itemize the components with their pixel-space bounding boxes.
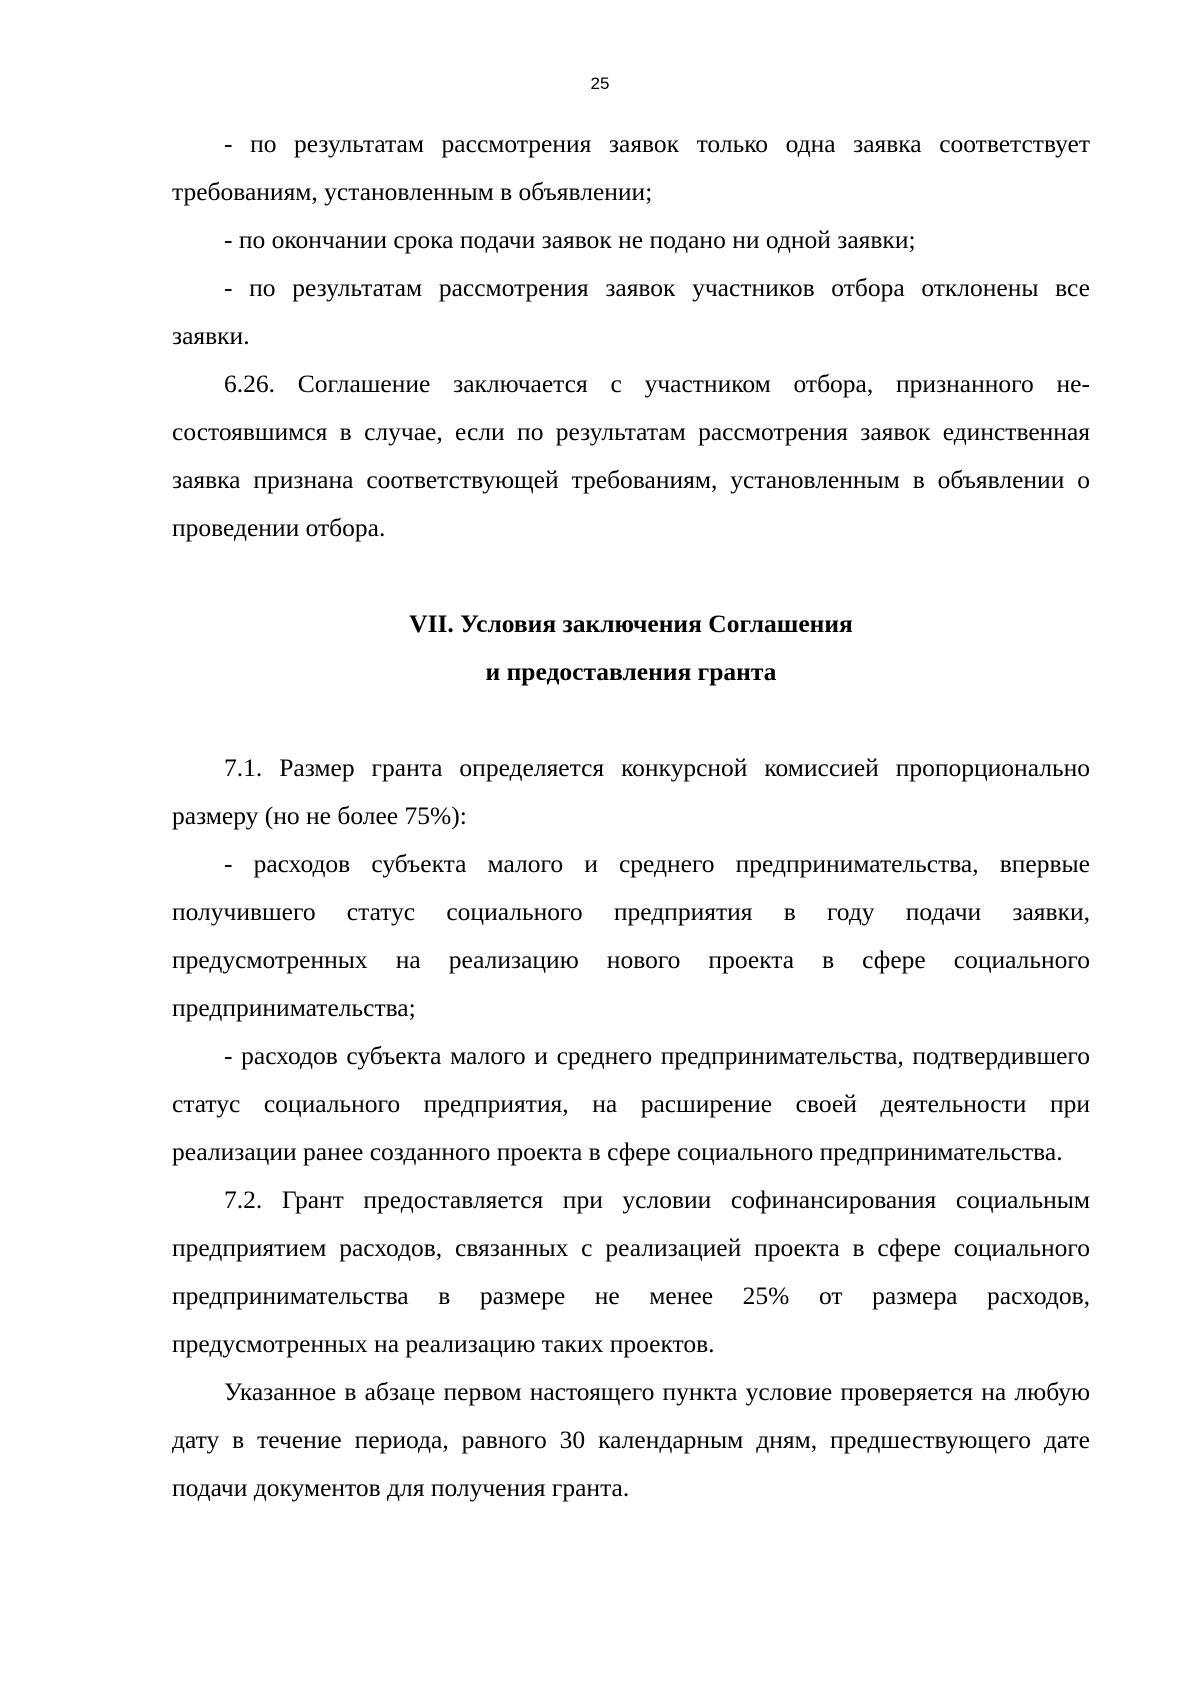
- paragraph-7-1: 7.1. Размер гранта определяется конкурсной комиссией пропорционально размеру (но не более 75%):: [172, 753, 1090, 830]
- section-heading: [172, 600, 1090, 696]
- paragraph-6-26: 6.26. Соглашение заключается с участником отбора, признанного несостоявшимся в случае, если по результатам рассмотрения заявок единственная заявка признана соответствующей требованиям, установленным в объявлении о проведении отбора.: [172, 369, 1090, 542]
- paragraph-single-application: - по результатам рассмотрения заявок только одна заявка соответствует требованиям, установленным в объявлении;: [172, 129, 1090, 206]
- section-heading-line-1: VII. Условия заключения Соглашения: [409, 609, 853, 638]
- document-body: [172, 120, 1090, 1512]
- page-number: 25: [590, 74, 610, 93]
- section-body: [172, 744, 1090, 1512]
- paragraph-no-applications: - по окончании срока подачи заявок не подано ни одной заявки;: [224, 225, 916, 254]
- paragraph-7-2: 7.2. Грант предоставляется при условии софинансирования социальным предприятием расходов, связанных с реализацией проекта в сфере социального предпринимательства в размере не менее 25% от размера расходов, предусмотренных на реализацию таких проектов.: [172, 1185, 1090, 1358]
- section-heading-line-2: и предоставления гранта: [485, 657, 777, 686]
- paragraph-7-2-condition: Указанное в абзаце первом настоящего пункта условие проверяется на любую дату в течение периода, равного 30 календарным дням, предшествующего дате подачи документов для получения гранта.: [172, 1377, 1090, 1502]
- paragraph-all-rejected: - по результатам рассмотрения заявок участников отбора отклонены все заявки.: [172, 273, 1090, 350]
- paragraph-7-1-item-new: - расходов субъекта малого и среднего предпринимательства, впервые получившего статус социального предприятия в году подачи заявки, предусмотренных на реализацию нового проекта в сфере социального предпринимательства;: [172, 849, 1090, 1022]
- paragraph-7-1-item-confirmed: - расходов субъекта малого и среднего предпринимательства, подтвердившего статус социального предприятия, на расширение своей деятельности при реализации ранее созданного проекта в сфере социального предпринимательства.: [172, 1041, 1090, 1166]
